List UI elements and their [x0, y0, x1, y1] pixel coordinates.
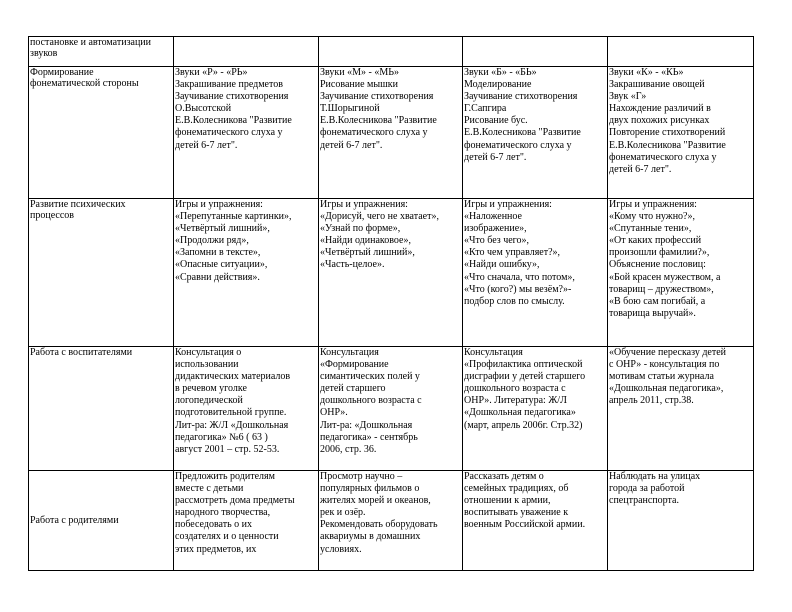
section-title-cell	[29, 347, 174, 471]
section-title-cell	[29, 37, 174, 67]
table-cell	[174, 347, 319, 471]
cell-text-line: вместе с детьми	[175, 483, 244, 495]
cell-text-line: 2006, стр. 36.	[320, 443, 377, 455]
cell-text-line: семейных традициях, об	[464, 483, 569, 495]
cell-text-line: спецтранспорта.	[609, 495, 679, 507]
cell-text-line: детей 6-7 лет".	[464, 151, 527, 163]
table-row	[29, 67, 754, 199]
cell-text-line: апрель 2011, стр.38.	[609, 395, 694, 407]
section-title-line: Формирование	[30, 67, 94, 78]
cell-text-line: педагогика» №6 ( 63 )	[175, 431, 268, 443]
cell-text-line: Нахождение различий в	[609, 103, 711, 115]
cell-text-line: в речевом уголке	[175, 383, 247, 395]
cell-text-line: детей старшего	[320, 383, 386, 395]
cell-text-line: Звуки «Б» - «БЬ»	[464, 67, 537, 78]
cell-text-line: Игры и упражнения:	[320, 199, 408, 210]
section-title-line: процессов	[30, 210, 74, 221]
cell-text-line: «Дошкольная педагогика»,	[609, 383, 724, 395]
table-cell	[463, 37, 608, 67]
cell-text-line: условиях.	[320, 543, 362, 555]
table-row	[29, 471, 754, 571]
table-cell	[608, 37, 754, 67]
cell-text-line: создателях и о ценности	[175, 531, 279, 543]
cell-text-line: фонематического слуха у	[609, 151, 717, 163]
table-cell	[174, 37, 319, 67]
cell-text-line: Консультация	[320, 347, 379, 358]
cell-text-line: двух похожих рисунках	[609, 115, 710, 127]
cell-text-line: Закрашивание предметов	[175, 79, 283, 91]
table-cell	[608, 67, 754, 199]
cell-text-line: Рассказать детям о	[464, 471, 544, 482]
cell-text-line: использовании	[175, 359, 239, 371]
table-cell	[463, 471, 608, 571]
cell-text-line: города за работой	[609, 483, 685, 495]
cell-text-line: воспитывать уважение к	[464, 507, 569, 519]
cell-text-line: Закрашивание овощей	[609, 79, 705, 91]
plan-table	[28, 36, 754, 571]
cell-text-line: «Дошкольная педагогика»	[464, 407, 576, 419]
cell-text-line: О.Высотской	[175, 103, 232, 115]
table-cell	[174, 67, 319, 199]
cell-text-line: «Спутанные тени»,	[609, 223, 692, 235]
cell-text-line: изображение»,	[464, 223, 527, 235]
table-cell	[463, 347, 608, 471]
cell-text-line: Заучивание стихотворения	[320, 91, 434, 103]
cell-text-line: Звуки «Р» - «РЬ»	[175, 67, 248, 78]
table-row	[29, 347, 754, 471]
cell-text-line: «Перепутанные картинки»,	[175, 211, 292, 223]
cell-text-line: Е.В.Колесникова "Развитие	[464, 127, 581, 139]
cell-text-line: «Найди ошибку»,	[464, 259, 540, 271]
cell-text-line: детей 6-7 лет".	[175, 139, 238, 151]
cell-text-line: симантических полей у	[320, 371, 420, 383]
cell-text-line: «Наложенное	[464, 211, 522, 223]
section-title-line: постановке и автоматизации	[30, 37, 152, 48]
table-cell	[174, 471, 319, 571]
cell-text-line: мотивам статьи журнала	[609, 371, 714, 383]
plan-table-body	[29, 37, 754, 571]
cell-text-line: подготовительной группе.	[175, 407, 287, 419]
cell-text-line: отношении к армии,	[464, 495, 551, 507]
cell-text-line: Звуки «М» - «МЬ»	[320, 67, 399, 78]
cell-text-line: Рекомендовать оборудовать	[320, 519, 438, 531]
cell-text-line: «Опасные ситуации»,	[175, 259, 268, 271]
cell-text-line: рассмотреть дома предметы	[175, 495, 295, 507]
table-cell	[463, 67, 608, 199]
section-title-line: Работа с родителями	[30, 515, 119, 526]
cell-text-line: «Кому что нужно?»,	[609, 211, 695, 223]
cell-text-line: жителях морей и океанов,	[320, 495, 431, 507]
table-cell	[608, 347, 754, 471]
table-cell	[319, 37, 463, 67]
cell-text-line: произошли фамилии?»,	[609, 247, 710, 259]
cell-text-line: Просмотр научно –	[320, 471, 403, 482]
section-title-line: фонематической стороны	[30, 78, 139, 89]
table-cell	[463, 199, 608, 347]
cell-text-line: Лит-ра: Ж/Л «Дошкольная	[175, 419, 289, 431]
section-title-line: Работа с воспитателями	[30, 347, 133, 358]
cell-text-line: Звук «Г»	[609, 91, 647, 103]
cell-text-line: Игры и упражнения:	[609, 199, 697, 210]
table-cell	[319, 347, 463, 471]
cell-text-line: Лит-ра: «Дошкольная	[320, 419, 413, 431]
section-title-cell	[29, 199, 174, 347]
cell-text-line: Игры и упражнения:	[464, 199, 552, 210]
cell-text-line: «Узнай по форме»,	[320, 223, 401, 235]
cell-text-line: «Что без чего»,	[464, 235, 530, 247]
table-cell	[319, 471, 463, 571]
table-cell	[319, 199, 463, 347]
table-cell	[319, 67, 463, 199]
cell-text-line: «Кто чем управляет?»,	[464, 247, 561, 259]
cell-text-line: «Часть-целое».	[320, 259, 385, 271]
cell-text-line: Игры и упражнения:	[175, 199, 263, 210]
cell-text-line: фонематического слуха у	[320, 127, 428, 139]
cell-text-line: Заучивание стихотворения	[464, 91, 578, 103]
cell-text-line: «Четвёртый лишний»,	[320, 247, 415, 259]
table-cell	[608, 471, 754, 571]
cell-text-line: педагогика» - сентябрь	[320, 431, 418, 443]
cell-text-line: Заучивание стихотворения	[175, 91, 289, 103]
cell-text-line: товарища выручай».	[609, 307, 696, 319]
cell-text-line: «Дорисуй, чего не хватает»,	[320, 211, 439, 223]
cell-text-line: дидактических материалов	[175, 371, 291, 383]
cell-text-line: Е.В.Колесникова "Развитие	[320, 115, 437, 127]
section-title-line: звуков	[30, 48, 58, 59]
cell-text-line: логопедической	[175, 395, 243, 407]
cell-text-line: Консультация о	[175, 347, 242, 358]
table-cell	[608, 199, 754, 347]
cell-text-line: популярных фильмов о	[320, 483, 420, 495]
cell-text-line: Г.Сапгира	[464, 103, 507, 115]
cell-text-line: рек и озёр.	[320, 507, 366, 519]
cell-text-line: (март, апрель 2006г. Стр.32)	[464, 419, 583, 431]
cell-text-line: этих предметов, их	[175, 543, 257, 555]
cell-text-line: Объяснение пословиц:	[609, 259, 706, 271]
cell-text-line: Рисование мышки	[320, 79, 398, 91]
cell-text-line: Е.В.Колесникова "Развитие	[175, 115, 292, 127]
cell-text-line: фонематического слуха у	[464, 139, 572, 151]
cell-text-line: «Запомни в тексте»,	[175, 247, 261, 259]
cell-text-line: «Продолжи ряд»,	[175, 235, 249, 247]
cell-text-line: Повторение стихотворений	[609, 127, 726, 139]
cell-text-line: детей 6-7 лет".	[609, 163, 672, 175]
cell-text-line: ОНР». Литература: Ж/Л	[464, 395, 567, 407]
cell-text-line: Звуки «К» - «КЬ»	[609, 67, 684, 78]
cell-text-line: «Обучение пересказу детей	[609, 347, 727, 358]
section-title-cell	[29, 67, 174, 199]
cell-text-line: «Бой красен мужеством, а	[609, 271, 721, 283]
cell-text-line: «В бою сам погибай, а	[609, 295, 706, 307]
cell-text-line: «Найди одинаковое»,	[320, 235, 411, 247]
cell-text-line: фонематического слуха у	[175, 127, 283, 139]
cell-text-line: дисграфии у детей старшего	[464, 371, 586, 383]
cell-text-line: «Профилактика оптической	[464, 359, 583, 371]
cell-text-line: ОНР».	[320, 407, 348, 419]
table-row	[29, 199, 754, 347]
cell-text-line: «От каких профессий	[609, 235, 702, 247]
cell-text-line: товарищ – дружеством»,	[609, 283, 714, 295]
cell-text-line: Т.Шорыгиной	[320, 103, 380, 115]
cell-text-line: Рисование бус.	[464, 115, 528, 127]
cell-text-line: подбор слов по смыслу.	[464, 295, 565, 307]
cell-text-line: Консультация	[464, 347, 523, 358]
cell-text-line: аквариумы в домашних	[320, 531, 421, 543]
cell-text-line: побеседовать о их	[175, 519, 253, 531]
cell-text-line: детей 6-7 лет".	[320, 139, 383, 151]
cell-text-line: август 2001 – стр. 52-53.	[175, 443, 280, 455]
cell-text-line: Наблюдать на улицах	[609, 471, 701, 482]
cell-text-line: «Сравни действия».	[175, 271, 260, 283]
cell-text-line: дошкольного возраста с	[464, 383, 566, 395]
section-title-cell	[29, 471, 174, 571]
cell-text-line: с ОНР» - консультация по	[609, 359, 720, 371]
section-title-line: Развитие психических	[30, 199, 126, 210]
cell-text-line: «Четвёртый лишний»,	[175, 223, 270, 235]
table-row	[29, 37, 754, 67]
cell-text-line: народного творчества,	[175, 507, 271, 519]
cell-text-line: «Формирование	[320, 359, 389, 371]
cell-text-line: Е.В.Колесникова "Развитие	[609, 139, 726, 151]
cell-text-line: Предложить родителям	[175, 471, 275, 482]
cell-text-line: дошкольного возраста с	[320, 395, 422, 407]
cell-text-line: «Что сначала, что потом»,	[464, 271, 575, 283]
cell-text-line: военным Российской армии.	[464, 519, 586, 531]
cell-text-line: «Что (кого?) мы везём?»-	[464, 283, 572, 295]
cell-text-line: Моделирование	[464, 79, 532, 91]
table-cell	[174, 199, 319, 347]
